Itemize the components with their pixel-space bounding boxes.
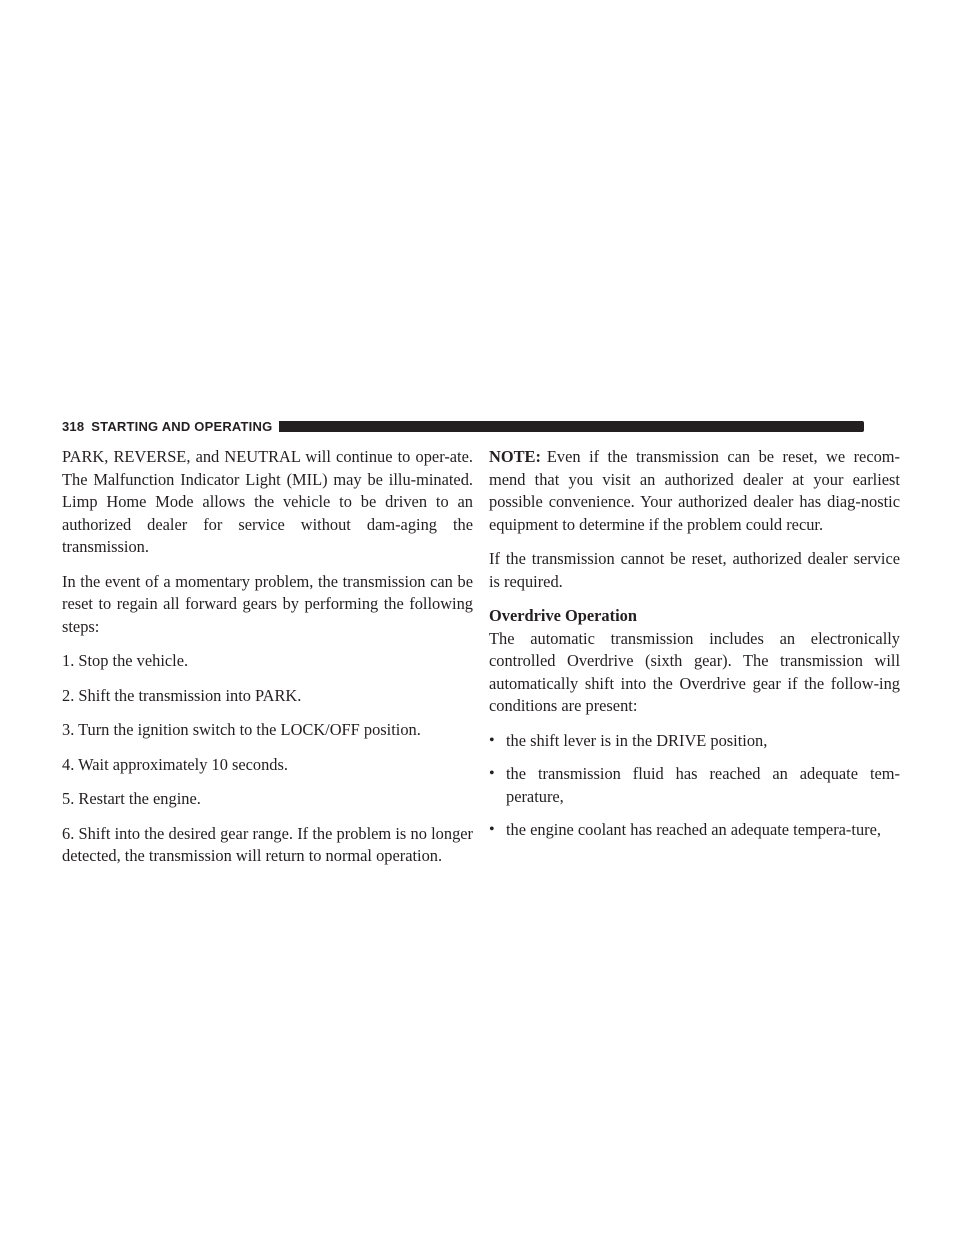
list-item: • the engine coolant has reached an adequate tempera-ture, (489, 819, 900, 842)
step-6: 6. Shift into the desired gear range. If the problem is no longer detected, the transmission will return to normal operation. (62, 823, 473, 865)
page-number: 318 (62, 418, 85, 434)
note-paragraph (489, 446, 900, 536)
reset-failure-paragraph: If the transmission cannot be reset, authorized dealer service is required. (489, 549, 900, 591)
step-3: 3. Turn the ignition switch to the LOCK/OFF position. (62, 720, 421, 739)
overdrive-conditions-list (489, 730, 900, 842)
step-5: 5. Restart the engine. (62, 789, 201, 808)
note-label: NOTE: (489, 447, 541, 466)
bullet-icon: • (489, 821, 495, 838)
right-column (489, 446, 900, 853)
bullet-icon: • (489, 765, 495, 782)
bullet-icon: • (489, 731, 495, 749)
overdrive-paragraph: The automatic transmission includes an electronically controlled Overdrive (sixth gear). The transmission will automatically shift into the Overdrive gear if the follow-ing conditions are present: (489, 628, 900, 715)
list-item: • the transmission fluid has reached an adequate tem-perature, (489, 764, 900, 806)
page-header (62, 416, 864, 436)
limp-home-paragraph: PARK, REVERSE, and NEUTRAL will continue to oper-ate. The Malfunction Indicator Light (MIL) may be illu-minated. Limp Home Mode allows the vehicle to be driven to an authorized dealer for service without dam-aging the transmission. (62, 447, 473, 556)
step-4: 4. Wait approximately 10 seconds. (62, 754, 288, 774)
step-1: 1. Stop the vehicle. (62, 651, 189, 670)
reset-intro-paragraph: In the event of a momentary problem, the transmission can be reset to regain all forward gears by performing the following steps: (62, 571, 473, 636)
left-column (62, 446, 473, 880)
step-2: 2. Shift the transmission into PARK. (62, 685, 302, 705)
list-item: • the shift lever is in the DRIVE position, (489, 730, 900, 753)
overdrive-heading: Overdrive Operation (489, 606, 637, 625)
header-rule (279, 421, 864, 432)
note-text: Even if the transmission can be reset, we recom-mend that you visit an authorized dealer at your earliest possible convenience. Your authorized dealer has diag-nostic equipment to determine if the problem could recur. (489, 447, 900, 534)
section-title: STARTING AND OPERATING (91, 418, 273, 434)
